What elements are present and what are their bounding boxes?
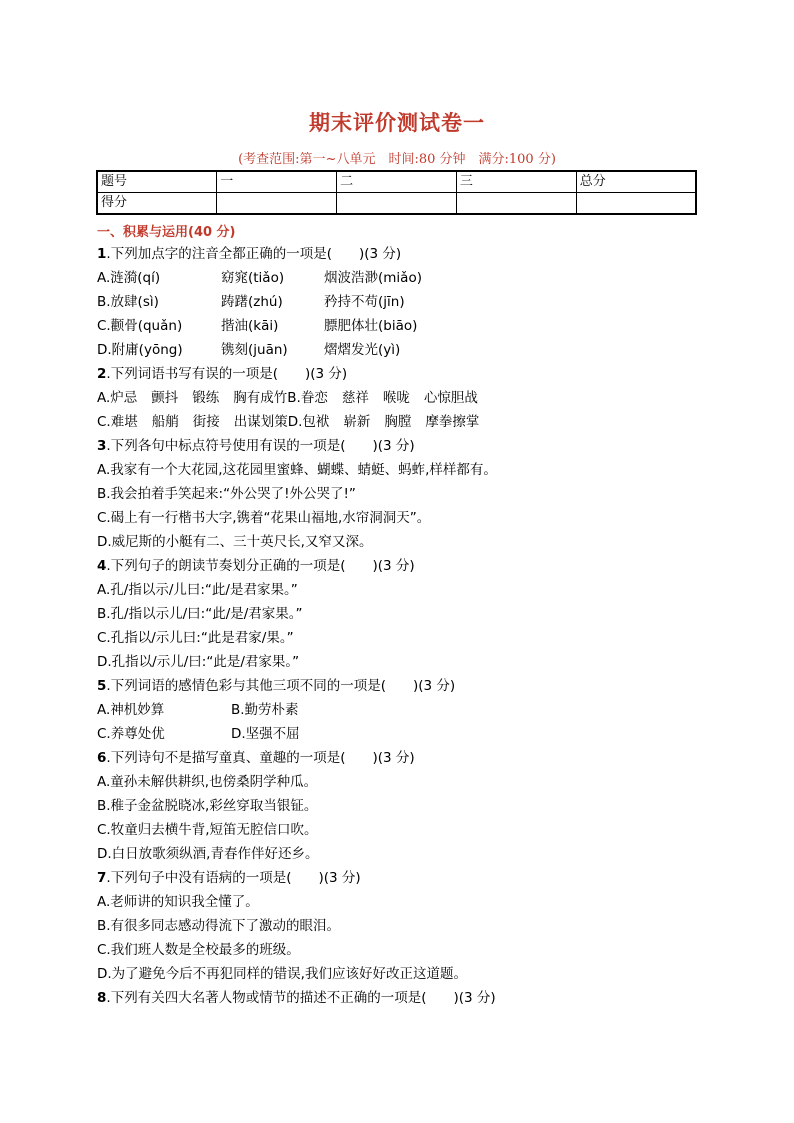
- question-number: 8: [97, 990, 107, 1006]
- option-d: D.附庸(yōng): [97, 342, 183, 358]
- option-b: B.有很多同志感动得流下了激动的眼泪。: [97, 918, 341, 934]
- question-stem: [97, 674, 717, 698]
- option-a-word: 窈窕(tiǎo): [221, 270, 285, 286]
- question-text: .下列有关四大名著人物或情节的描述不正确的一项是( )(3 分): [106, 990, 496, 1006]
- score-header-cell: 一: [217, 171, 337, 193]
- option-a: A.孔/指以示/儿曰:“此/是君家果。”: [97, 582, 298, 598]
- score-input-cell[interactable]: [576, 193, 696, 215]
- option-c: C.牧童归去横牛背,短笛无腔信口吹。: [97, 822, 318, 838]
- score-input-cell[interactable]: [217, 193, 337, 215]
- question-number: 1: [97, 246, 107, 262]
- option-d: D.威尼斯的小艇有二、三十英尺长,又窄又深。: [97, 534, 373, 550]
- option-row: [97, 338, 717, 362]
- question-stem: [97, 242, 717, 266]
- option-d: D.包袱: [287, 414, 330, 430]
- score-input-cell[interactable]: [337, 193, 457, 215]
- question-stem: [97, 866, 717, 890]
- question-number: 2: [97, 366, 107, 382]
- score-table-header-row: [97, 171, 696, 193]
- score-row-label: 得分: [97, 193, 217, 215]
- option-row: [97, 722, 717, 746]
- question-text: .下列加点字的注音全都正确的一项是( )(3 分): [106, 246, 402, 262]
- option-a: A.涟漪(qí): [97, 270, 161, 286]
- question-stem: [97, 746, 717, 770]
- question-text: .下列词语的感情色彩与其他三项不同的一项是( )(3 分): [106, 678, 456, 694]
- option-b-word: 矜持不苟(jīn): [324, 294, 405, 310]
- score-header-cell: 题号: [97, 171, 217, 193]
- question-number: 7: [97, 870, 107, 886]
- exam-subtitle: (考查范围:第一~八单元 时间:80 分钟 满分:100 分): [238, 152, 556, 167]
- score-header-cell: 三: [456, 171, 576, 193]
- option-word: 锻练: [192, 390, 220, 406]
- option-a: A.神机妙算: [97, 702, 165, 718]
- option-b: B.放肆(sì): [97, 294, 159, 310]
- option-b: B.勤劳朴素: [231, 702, 299, 718]
- option-c: C.养尊处优: [97, 726, 165, 742]
- question-number: 6: [97, 750, 107, 766]
- option-a: A.老师讲的知识我全懂了。: [97, 894, 259, 910]
- option-word: 颤抖: [151, 390, 179, 406]
- option-c: C.颧骨(quǎn): [97, 318, 183, 334]
- question-number: 3: [97, 438, 107, 454]
- option-row: [97, 386, 717, 410]
- option-a: A.炉忌: [97, 390, 138, 406]
- option-b-word: 踌躇(zhú): [221, 294, 283, 310]
- option-c: C.碣上有一行楷书大字,镌着“花果山福地,水帘洞洞天”。: [97, 510, 431, 526]
- option-b: B.我会拍着手笑起来:“外公哭了!外公哭了!”: [97, 486, 356, 502]
- option-word: 胸有成竹: [233, 390, 288, 406]
- option-row: [97, 698, 717, 722]
- score-header-cell: 总分: [576, 171, 696, 193]
- option-word: 慈祥: [341, 390, 369, 406]
- question-stem: [97, 434, 717, 458]
- option-word: 崭新: [343, 414, 371, 430]
- option-b: B.稚子金盆脱晓冰,彩丝穿取当银钲。: [97, 798, 318, 814]
- option-d: D.坚强不屈: [231, 726, 300, 742]
- question-number: 4: [97, 558, 107, 574]
- option-a-word: 烟波浩渺(miǎo): [324, 270, 422, 286]
- score-header-cell: 二: [337, 171, 457, 193]
- option-word: 心惊胆战: [423, 390, 478, 406]
- questions-body: [97, 242, 717, 1010]
- option-word: 出谋划策: [233, 414, 288, 430]
- question-stem: [97, 554, 717, 578]
- question-text: .下列句子的朗读节奏划分正确的一项是( )(3 分): [106, 558, 415, 574]
- question-number: 5: [97, 678, 107, 694]
- option-b: B.孔/指以示儿/曰:“此/是/君家果。”: [97, 606, 303, 622]
- option-d: D.白日放歌须纵酒,青春作伴好还乡。: [97, 846, 319, 862]
- option-a: A.童孙未解供耕织,也傍桑阴学种瓜。: [97, 774, 318, 790]
- option-b: B.眷恋: [287, 390, 328, 406]
- section-heading: 一、积累与运用(40 分): [97, 225, 236, 240]
- score-table-score-row: [97, 193, 696, 215]
- score-input-cell[interactable]: [456, 193, 576, 215]
- page-title: 期末评价测试卷一: [309, 110, 485, 135]
- option-c-word: 膘肥体壮(biāo): [324, 318, 418, 334]
- option-word: 胸膛: [384, 414, 412, 430]
- option-row: [97, 266, 717, 290]
- question-text: .下列词语书写有误的一项是( )(3 分): [106, 366, 348, 382]
- option-row: [97, 290, 717, 314]
- option-c: C.我们班人数是全校最多的班级。: [97, 942, 300, 958]
- question-text: .下列句子中没有语病的一项是( )(3 分): [106, 870, 361, 886]
- question-stem: [97, 362, 717, 386]
- option-word: 摩拳擦掌: [425, 414, 480, 430]
- option-c: C.难堪: [97, 414, 138, 430]
- option-d: D.孔指以/示儿/曰:“此是/君家果。”: [97, 654, 300, 670]
- question-stem: [97, 986, 717, 1010]
- question-text: .下列各句中标点符号使用有误的一项是( )(3 分): [106, 438, 415, 454]
- option-c-word: 揩油(kāi): [221, 318, 279, 334]
- option-d-word: 熠熠发光(yì): [324, 342, 401, 358]
- option-word: 船艄: [151, 414, 179, 430]
- option-d-word: 镌刻(juān): [221, 342, 288, 358]
- question-text: .下列诗句不是描写童真、童趣的一项是( )(3 分): [106, 750, 415, 766]
- option-word: 街接: [192, 414, 220, 430]
- option-a: A.我家有一个大花园,这花园里蜜蜂、蝴蝶、蜻蜓、蚂蚱,样样都有。: [97, 462, 497, 478]
- option-row: [97, 410, 717, 434]
- score-table: [96, 170, 697, 215]
- option-c: C.孔指以/示儿曰:“此是君家/果。”: [97, 630, 294, 646]
- option-d: D.为了避免今后不再犯同样的错误,我们应该好好改正这道题。: [97, 966, 467, 982]
- option-row: [97, 314, 717, 338]
- option-word: 喉咙: [382, 390, 410, 406]
